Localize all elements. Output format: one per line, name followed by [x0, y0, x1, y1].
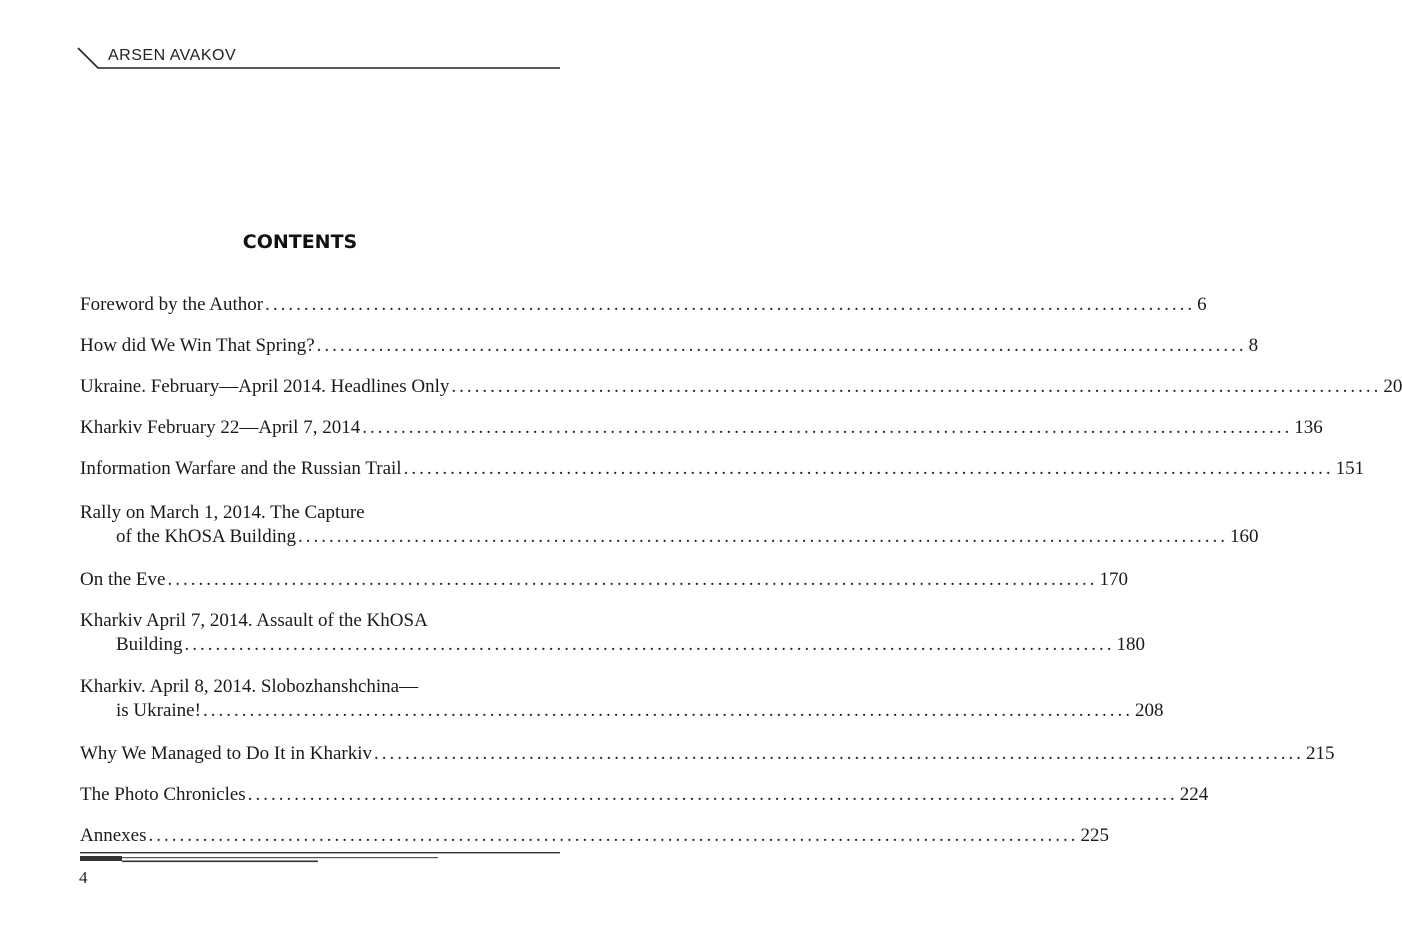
toc-page-number: 224: [1179, 784, 1209, 805]
toc-leader-dots: ........................................................................................................................: [362, 417, 1293, 438]
toc-leader-dots: ........................................................................................................................: [184, 634, 1115, 655]
toc-entry: [80, 457, 1365, 481]
toc-page-number: 8: [1248, 335, 1259, 356]
toc-entry-title: Rally on March 1, 2014. The Capture: [80, 502, 365, 523]
toc-page-number: 208: [1134, 700, 1164, 721]
toc-entry: [80, 293, 1207, 317]
toc-entry: [80, 742, 1335, 766]
toc-leader-dots: ........................................................................................................................: [247, 784, 1178, 805]
toc-entry: [80, 568, 1128, 592]
toc-entry: [80, 501, 1259, 549]
footer-rule: [80, 852, 560, 864]
toc-leader-dots: ........................................................................................................................: [265, 294, 1196, 315]
toc-leader-dots: ........................................................................................................................: [374, 743, 1305, 764]
toc-page-number: 225: [1080, 825, 1109, 846]
toc-page-number: 170: [1099, 569, 1128, 590]
toc-entry-title: Building: [116, 634, 183, 655]
toc-entry-title: Annexes: [80, 825, 147, 846]
toc-entry: [80, 334, 1259, 358]
page-number: 4: [79, 868, 88, 887]
toc-leader-dots: ........................................................................................................................: [451, 376, 1382, 397]
toc-entry: [80, 783, 1209, 807]
toc-entry-title: Kharkiv April 7, 2014. Assault of the KhOSA: [80, 610, 428, 631]
toc-page-number: 215: [1306, 743, 1335, 764]
toc-entry-title: Foreword by the Author: [80, 294, 264, 315]
toc-leader-dots: ........................................................................................................................: [148, 825, 1079, 846]
toc-entry-title: How did We Win That Spring?: [80, 335, 315, 356]
toc-page-number: 180: [1116, 634, 1146, 655]
toc-entry-title: The Photo Chronicles: [80, 784, 246, 805]
toc-page-number: 151: [1335, 458, 1365, 479]
toc-entry-title: Information Warfare and the Russian Trail: [80, 458, 402, 479]
toc-entry: [80, 824, 1109, 848]
toc-leader-dots: ........................................................................................................................: [167, 569, 1098, 590]
toc-page-number: 6: [1197, 294, 1207, 315]
toc-entry: [80, 375, 1402, 399]
running-title: ARSEN AVAKOV: [108, 47, 237, 64]
toc-entry-title: Ukraine. February—April 2014. Headlines Only: [80, 376, 450, 397]
toc-entry: [80, 609, 1146, 657]
toc-page-number: 160: [1229, 526, 1259, 547]
toc-leader-dots: ........................................................................................................................: [403, 458, 1334, 479]
toc-entry-title: Kharkiv February 22—April 7, 2014: [80, 417, 361, 438]
toc-leader-dots: ........................................................................................................................: [316, 335, 1247, 356]
toc-leader-dots: ........................................................................................................................: [297, 526, 1228, 547]
toc-entry: [80, 416, 1323, 440]
contents-title: CONTENTS: [242, 231, 358, 253]
toc-entry-title: Why We Managed to Do It in Kharkiv: [80, 743, 373, 764]
toc-entry-title: On the Eve: [80, 569, 166, 590]
toc-page-number: 20: [1383, 376, 1402, 397]
toc-entry-title: is Ukraine!: [116, 700, 201, 721]
toc-entry-title: of the KhOSA Building: [116, 526, 296, 547]
running-header: [78, 42, 560, 72]
toc-entry: [80, 675, 1164, 723]
toc-page-number: 136: [1294, 417, 1323, 438]
toc-entry-title: Kharkiv. April 8, 2014. Slobozhanshchina—: [80, 676, 419, 697]
toc-leader-dots: ........................................................................................................................: [202, 700, 1133, 721]
